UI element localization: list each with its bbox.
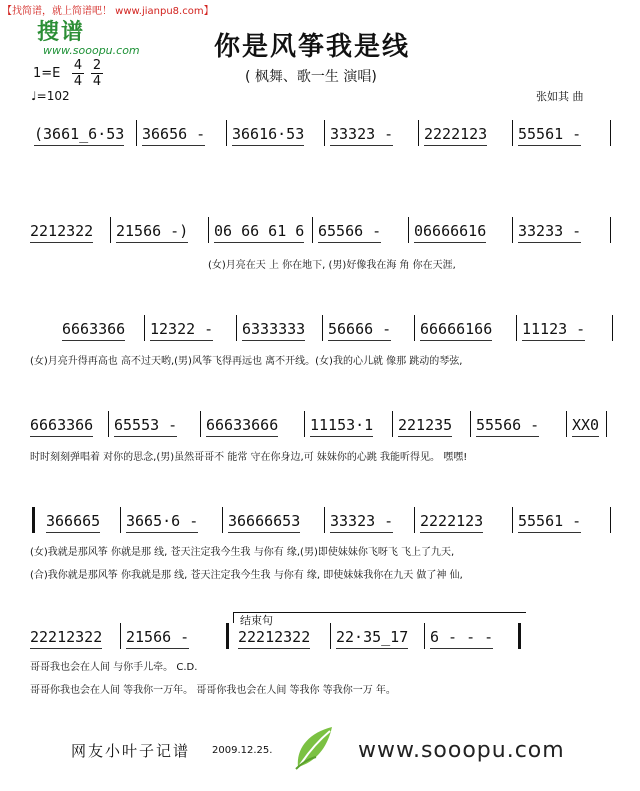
site-logo[interactable]	[37, 15, 147, 61]
measure: 2222123	[424, 123, 487, 146]
measure: 21566 -)	[116, 220, 188, 243]
measure: 33323 -	[330, 510, 393, 533]
measure: 36616·53	[232, 123, 304, 146]
lyric-line: (女)月亮在天 上 你在地下, (男)好像我在海 角 你在天涯,	[208, 260, 456, 271]
time-signature-4-4	[72, 59, 84, 88]
lyric-line-ending: 哥哥你我也会在人间 等我你一万年。 哥哥你我也会在人间 等我你 等我你一万 年。	[30, 685, 396, 696]
measure: 2212322	[30, 220, 93, 243]
lyric-line: (女)月亮升得再高也 高不过天哟,(男)风筝飞得再远也 离不开线。(女)我的心儿就 像那 跳动的琴弦,	[30, 356, 463, 367]
top-notice[interactable]: 【找简谱，就上简谱吧！ www.jianpu8.com】	[2, 6, 214, 17]
key-signature: 1=E	[33, 66, 61, 81]
notation-row-4	[0, 414, 640, 438]
lyric-line-chorus: (合)我你就是那风筝 你我就是那 线, 苍天注定我今生我 与你有 缘, 即使妹妹我你在九天 做了神 仙,	[30, 570, 463, 581]
measure: 2222123	[420, 510, 483, 533]
time-sig-denominator: 4	[92, 74, 102, 89]
measure: 65566 -	[318, 220, 381, 243]
measure: 11123 -	[522, 318, 585, 341]
site-url[interactable]: www.sooopu.com	[358, 738, 565, 763]
lyric-line-female: (女)我就是那风筝 你就是那 线, 苍天注定我今生我 与你有 缘,(男)即使妹妹你飞呀飞 飞上了九天,	[30, 547, 455, 558]
measure: 6 - - -	[430, 626, 493, 649]
measure: 06 66 61 6	[214, 220, 304, 243]
measure: 366665	[46, 510, 100, 533]
measure: 22212322	[238, 626, 310, 649]
notation-row-2	[0, 220, 640, 244]
transcriber-credit: 网友小叶子记谱	[71, 742, 191, 760]
measure: 33323 -	[330, 123, 393, 146]
measure: 12322 -	[150, 318, 213, 341]
measure: XX0	[572, 414, 599, 437]
measure: 22212322	[30, 626, 102, 649]
notation-row-6	[0, 626, 640, 650]
transcription-date: 2009.12.25.	[212, 745, 273, 756]
measure: 56666 -	[328, 318, 391, 341]
song-title: 你是风筝我是线	[214, 32, 411, 62]
notation-row-1	[0, 123, 640, 147]
measure: 3665·6 -	[126, 510, 198, 533]
time-sig-denominator: 4	[73, 74, 83, 89]
time-sig-numerator: 2	[92, 58, 102, 73]
measure: 11153·1	[310, 414, 373, 437]
performers: ( 枫舞、歌一生 演唱)	[245, 69, 377, 85]
measure: 6663366	[30, 414, 93, 437]
composer: 张如其 曲	[536, 90, 584, 103]
notation-row-3	[0, 318, 640, 342]
measure: (3661̲6·53	[34, 123, 124, 146]
measure: 55566 -	[476, 414, 539, 437]
measure: 33233 -	[518, 220, 581, 243]
ending-bracket	[233, 612, 526, 623]
measure: 06666616	[414, 220, 486, 243]
measure: 66633666	[206, 414, 278, 437]
measure: 66666166	[420, 318, 492, 341]
ending-label: 结束句	[240, 614, 273, 627]
measure: 36666653	[228, 510, 300, 533]
measure: 55561 -	[518, 123, 581, 146]
logo-chinese-text: 搜谱	[37, 20, 86, 45]
measure: 55561 -	[518, 510, 581, 533]
measure: 6333333	[242, 318, 305, 341]
measure: 65553 -	[114, 414, 177, 437]
measure: 6663366	[62, 318, 125, 341]
lyric-line: 时时刻刻弹唱着 对你的思念,(男)虽然哥哥不 能常 守在你身边,可 妹妹你的心跳 我能听得见。 嘿嘿!	[30, 452, 468, 463]
measure: 36656 -	[142, 123, 205, 146]
measure: 221235	[398, 414, 452, 437]
notation-row-5	[0, 510, 640, 534]
time-signature-2-4	[91, 59, 103, 88]
leaf-logo-icon	[292, 723, 338, 771]
measure: 22·35̲17	[336, 626, 408, 649]
logo-url-text: www.sooopu.com	[43, 44, 140, 57]
tempo-marking: ♩=102	[31, 89, 70, 103]
lyric-line-first: 哥哥我也会在人间 与你手儿牵。 C.D.	[30, 662, 198, 673]
time-sig-numerator: 4	[73, 58, 83, 73]
measure: 21566 -	[126, 626, 189, 649]
